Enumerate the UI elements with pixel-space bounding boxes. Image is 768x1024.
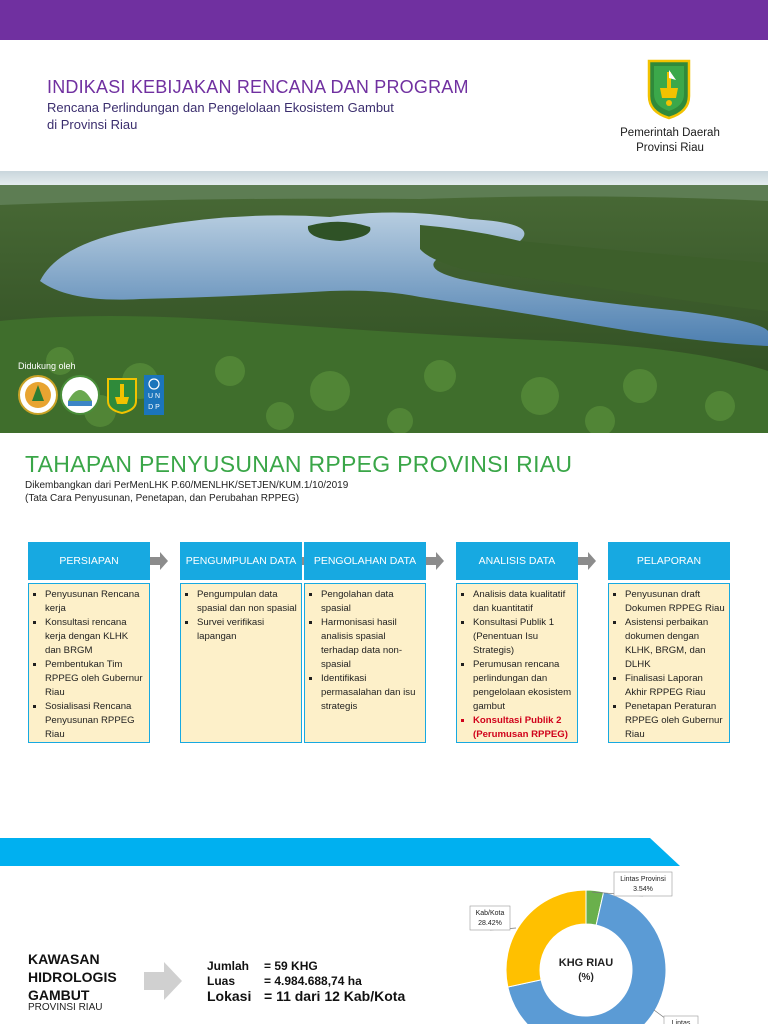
stat-lokasi-label: Lokasi <box>207 988 252 1004</box>
stat-jumlah-label: Jumlah <box>207 959 250 973</box>
label-lintas-provinsi-text: Lintas Provinsi <box>620 876 666 883</box>
stat-lokasi-value: = 11 dari 12 Kab/Kota <box>264 988 406 1004</box>
stage-item-list <box>613 588 725 742</box>
khg-heading-line-3: GAMBUT <box>28 987 90 1003</box>
stage-body <box>608 583 730 743</box>
subtitle-line-1: Rencana Perlindungan dan Pengelolaan Ekosistem Gambut <box>47 100 394 115</box>
stage-card-1 <box>28 542 150 743</box>
chart-subtitle: (%) <box>578 972 594 983</box>
stage-item: ▪ Konsultasi rencana kerja dengan KLHK dan BRGM <box>45 616 145 658</box>
regulation-reference: Dikembangkan dari PerMenLHK P.60/MENLHK/SETJEN/KUM.1/10/2019 <box>25 480 349 491</box>
stage-body <box>456 583 578 743</box>
subtitle-line-2: di Provinsi Riau <box>47 117 138 132</box>
supported-by-label: Didukung oleh <box>18 361 76 371</box>
stage-card-5 <box>608 542 730 743</box>
label-lintas-provinsi-text: 3.54% <box>633 886 653 893</box>
stage-title: PENGOLAHAN DATA <box>304 542 426 580</box>
flow-arrow-shape <box>578 552 596 570</box>
stage-body <box>180 583 302 743</box>
stage-item: ▪ Analisis data kualitatif dan kuantitatif <box>473 588 573 616</box>
chart-title: KHG RIAU <box>558 957 614 969</box>
riau-province-logo <box>102 375 142 415</box>
riau-coat-of-arms-logo <box>646 58 692 120</box>
stage-item: ▪ Perumusan rencana perlindungan dan pengelolaan ekosistem gambut <box>473 658 573 714</box>
stage-title: PERSIAPAN <box>28 542 150 580</box>
klhk-logo <box>18 375 58 415</box>
stage-item: ▪ Harmonisasi hasil analisis spasial terhadap data non-spasial <box>321 616 421 672</box>
khg-subheading: PROVINSI RIAU <box>28 1002 103 1013</box>
stage-item: ▪ Pengumpulan data spasial dan non spasial <box>197 588 297 616</box>
stage-body <box>28 583 150 743</box>
khg-statistics <box>207 959 405 1004</box>
stage-card-2 <box>180 542 302 743</box>
gov-name-line-1: Pemerintah Daerah <box>620 127 720 139</box>
flow-arrow-shape <box>150 552 168 570</box>
stage-item-list <box>33 588 145 742</box>
label-kab-kota-text: Kab/Kota <box>475 910 505 917</box>
section-title: TAHAPAN PENYUSUNAN RPPEG PROVINSI RIAU <box>25 451 573 477</box>
khg-pie-chart <box>440 860 768 1024</box>
regulation-description: (Tata Cara Penyusunan, Penetapan, dan Perubahan RPPEG) <box>25 493 300 504</box>
stage-item: ▪ Penyusunan draft Dokumen RPPEG Riau <box>625 588 725 616</box>
right-arrow-icon <box>144 962 182 1000</box>
government-name <box>600 126 740 156</box>
stage-title: PELAPORAN <box>608 542 730 580</box>
label-kab-kota-text: 28.42% <box>478 920 502 927</box>
khg-heading-line-2: HIDROLOGIS <box>28 969 117 985</box>
stage-item: ▪ Pengolahan data spasial <box>321 588 421 616</box>
stat-luas-value: = 4.984.688,74 ha <box>264 974 362 988</box>
document-title: INDIKASI KEBIJAKAN RENCANA DAN PROGRAM <box>47 77 469 97</box>
flow-arrow-icon <box>578 552 596 570</box>
stage-item: ▪ Konsultasi Publik 2 (Perumusan RPPEG) <box>473 714 573 742</box>
document-subtitle <box>47 99 467 133</box>
svg-text:U N: U N <box>147 393 161 400</box>
stat-luas-label: Luas <box>207 974 236 988</box>
stage-item: ▪ Asistensi perbaikan dokumen dengan KLHK, BRGM, dan DLHK <box>625 616 725 672</box>
khg-heading-line-1: KAWASAN <box>28 951 100 967</box>
brgm-logo <box>60 375 100 415</box>
flow-arrow-icon <box>426 552 444 570</box>
stage-item: ▪ Sosialisasi Rencana Penyusunan RPPEG Riau <box>45 700 145 742</box>
stage-title: ANALISIS DATA <box>456 542 578 580</box>
stage-card-4 <box>456 542 578 743</box>
donut-center <box>540 924 632 1016</box>
stat-jumlah-value: = 59 KHG <box>264 959 318 973</box>
stat-jumlah <box>207 959 405 974</box>
stage-item-list <box>309 588 421 714</box>
stage-item: ▪ Penetapan Peraturan RPPEG oleh Gubernur Riau <box>625 700 725 742</box>
stage-body <box>304 583 426 743</box>
stage-item: ▪ Pembentukan Tim RPPEG oleh Gubernur Riau <box>45 658 145 700</box>
stage-item: ▪ Survei verifikasi lapangan <box>197 616 297 644</box>
gov-name-line-2: Provinsi Riau <box>636 142 704 154</box>
stage-card-3 <box>304 542 426 743</box>
label-lintas-kab-text: Lintas <box>671 1020 691 1024</box>
flow-arrow-icon <box>150 552 168 570</box>
stage-item-list <box>461 588 573 742</box>
stage-item: ▪ Konsultasi Publik 1 (Penentuan Isu Strategis) <box>473 616 573 658</box>
flow-arrow-shape <box>426 552 444 570</box>
stage-item: ▪ Penyusunan Rencana kerja <box>45 588 145 616</box>
stage-item: ▪ Finalisasi Laporan Akhir RPPEG Riau <box>625 672 725 700</box>
top-color-bar <box>0 0 768 40</box>
stage-item-list <box>185 588 297 644</box>
undp-logo <box>144 375 164 415</box>
khg-heading <box>28 950 158 1004</box>
stat-lokasi <box>207 989 405 1004</box>
stage-title: PENGUMPULAN DATA <box>180 542 302 580</box>
svg-text:D P: D P <box>148 404 160 411</box>
stage-item: ▪ Identifikasi permasalahan dan isu strategis <box>321 672 421 714</box>
stat-luas <box>207 974 405 989</box>
